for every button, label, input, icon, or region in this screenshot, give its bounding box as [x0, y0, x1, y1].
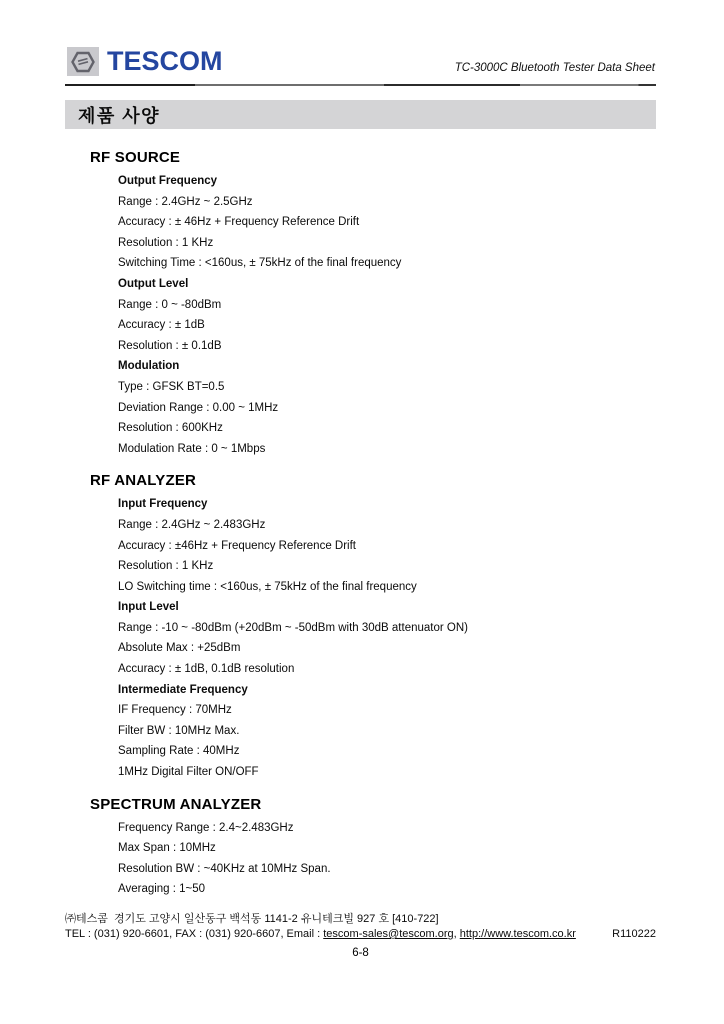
email-link[interactable]: tescom-sales@tescom.org — [323, 928, 454, 940]
spec-line: Averaging : 1~50 — [118, 883, 206, 896]
spec-line: Accuracy : ±46Hz + Frequency Reference Drift — [118, 539, 357, 552]
spec-line: IF Frequency : 70MHz — [118, 704, 232, 717]
spec-section — [0, 795, 724, 900]
spec-line: Absolute Max : +25dBm — [118, 642, 241, 655]
spec-subheading: Input Level — [118, 601, 179, 614]
spec-line: Sampling Rate : 40MHz — [118, 745, 240, 758]
spec-line: Accuracy : ± 1dB — [118, 319, 205, 332]
spec-line: Resolution : ± 0.1dB — [118, 339, 222, 352]
hexagon-logo-icon — [67, 47, 99, 76]
document-title: TC-3000C Bluetooth Tester Data Sheet — [454, 62, 655, 74]
page-footer — [65, 912, 656, 942]
spec-line: Deviation Range : 0.00 ~ 1MHz — [118, 401, 279, 414]
contact-info — [65, 927, 576, 942]
section-title: RF SOURCE — [90, 149, 181, 166]
tescom-logo — [67, 47, 223, 76]
spec-line: Resolution : 1 KHz — [118, 236, 214, 249]
spec-line: Resolution : 600KHz — [118, 422, 223, 435]
spec-line: Frequency Range : 2.4~2.483GHz — [118, 821, 294, 834]
spec-line: Range : 2.4GHz ~ 2.483GHz — [118, 518, 266, 531]
section-title: SPECTRUM ANALYZER — [90, 795, 262, 813]
spec-line: Range : -10 ~ -80dBm (+20dBm ~ -50dBm with 30dB attenuator ON) — [118, 621, 468, 634]
contact-line — [65, 927, 656, 942]
spec-content — [0, 140, 724, 900]
spec-section — [0, 471, 724, 782]
spec-line: Accuracy : ± 1dB, 0.1dB resolution — [118, 663, 295, 676]
spec-line: Accuracy : ± 46Hz + Frequency Reference Drift — [118, 216, 360, 229]
spec-line: Type : GFSK BT=0.5 — [118, 380, 225, 393]
spec-section — [0, 148, 724, 459]
revision-code: R110222 — [612, 928, 656, 940]
spec-line: Range : 2.4GHz ~ 2.5GHz — [118, 195, 253, 208]
spec-line: Range : 0 ~ -80dBm — [118, 298, 222, 311]
spec-line: Max Span : 10MHz — [118, 842, 216, 855]
spec-line: Switching Time : <160us, ± 75kHz of the final frequency — [118, 257, 402, 270]
website-link[interactable]: http://www.tescom.co.kr — [459, 928, 576, 940]
header-divider — [65, 84, 656, 86]
page-heading: 제품 사양 — [78, 105, 161, 126]
spec-line: 1MHz Digital Filter ON/OFF — [118, 766, 259, 779]
tel-fax-text: TEL : (031) 920-6601, FAX : (031) 920-6607, Email : — [65, 928, 324, 940]
spec-subheading: Output Frequency — [118, 175, 218, 187]
spec-subheading: Output Level — [118, 277, 189, 290]
spec-subheading: Modulation — [118, 360, 180, 373]
spec-subheading: Input Frequency — [118, 498, 208, 511]
contact-separator: , — [453, 928, 460, 940]
page-number: 6-8 — [352, 947, 369, 959]
logo-wordmark: TESCOM — [107, 46, 223, 76]
page-heading-bar — [65, 100, 656, 129]
spec-subheading: Intermediate Frequency — [118, 683, 248, 696]
company-address: ㈜테스콤 경기도 고양시 일산동구 백석동 1141-2 유니테크빌 927 호 [410-722] — [65, 913, 439, 925]
spec-line: Resolution : 1 KHz — [118, 560, 214, 573]
spec-line: LO Switching time : <160us, ± 75kHz of the final frequency — [118, 580, 417, 593]
spec-line: Modulation Rate : 0 ~ 1Mbps — [118, 442, 266, 455]
section-title: RF ANALYZER — [90, 472, 197, 490]
spec-line: Resolution BW : ~40KHz at 10MHz Span. — [118, 862, 331, 875]
spec-line: Filter BW : 10MHz Max. — [118, 724, 240, 737]
